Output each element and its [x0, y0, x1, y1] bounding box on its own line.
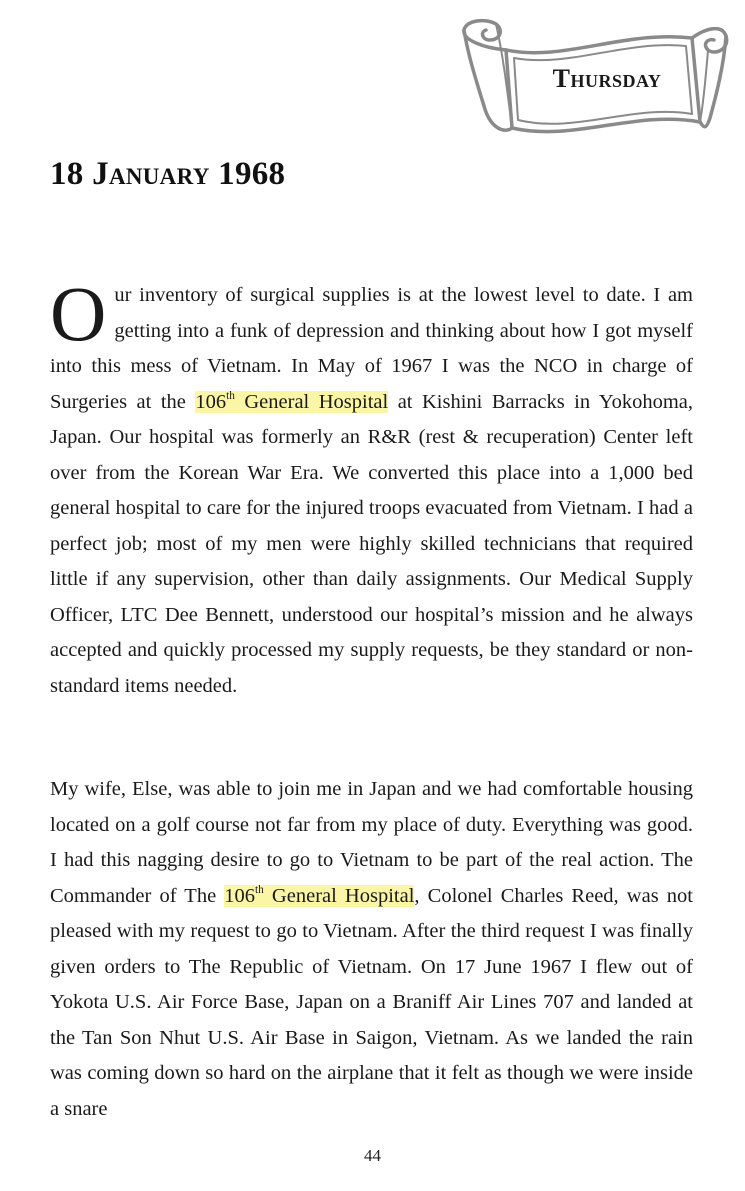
highlight-number: 106 [224, 884, 256, 907]
highlight-superscript: th [226, 389, 235, 402]
highlighted-text [195, 391, 388, 413]
highlight-superscript: th [255, 883, 264, 896]
page-number: 44 [364, 1146, 381, 1165]
paragraph-text: at Kishini Barracks in Yokohoma, Japan. Our hospital was formerly an R&R (rest & recuperation) Center left over from the Korean War Era. We converted this place into a 1,000 bed general hospital to care for the injured troops evacuated from Vietnam. I had a perfect job; most of my men were highly skilled technicians that required little if any supervision, other than daily assignments. Our Medical Supply Officer, LTC Dee Bennett, understood our hospital’s mission and he always accepted and quickly processed my supply requests, be they standard or non-standard items needed. [50, 390, 694, 697]
highlight-number: 106 [195, 390, 227, 413]
highlighted-text [224, 885, 414, 907]
paragraph [50, 270, 694, 704]
page-title: 18 January 1968 [50, 156, 286, 193]
day-banner-label: Thursday [552, 64, 662, 93]
drop-cap: O [50, 270, 107, 357]
paragraph-text: My wife, Else, was able to join me in Japan and we had comfortable housing located on a golf course not far from my place of duty. Everything was good. I had this nagging desire to go to Vietnam to be part of the real action. The Commander of The [50, 778, 693, 907]
highlight-text: General Hospital [263, 884, 415, 907]
paragraph-text: ur inventory of surgical supplies is at the lowest level to date. I am getting into a funk of depression and thinking about how I got myself into this mess of Vietnam. In May of 1967 I was the NCO in charge of Surgeries at the [50, 284, 693, 413]
highlight-text: General Hospital [234, 390, 389, 413]
paragraph-text: , Colonel Charles Reed, was not pleased with my request to go to Vietnam. After the third request I was finally given orders to The Republic of Vietnam. On 17 June 1967 I flew out of Yokota U.S. Air Force Base, Japan on a Braniff Air Lines 707 and landed at the Tan Son Nhut U.S. Air Base in Saigon, Vietnam. As we landed the rain was coming down so hard on the airplane that it felt as though we were inside a snare [50, 884, 694, 1120]
paragraph [50, 772, 693, 1127]
